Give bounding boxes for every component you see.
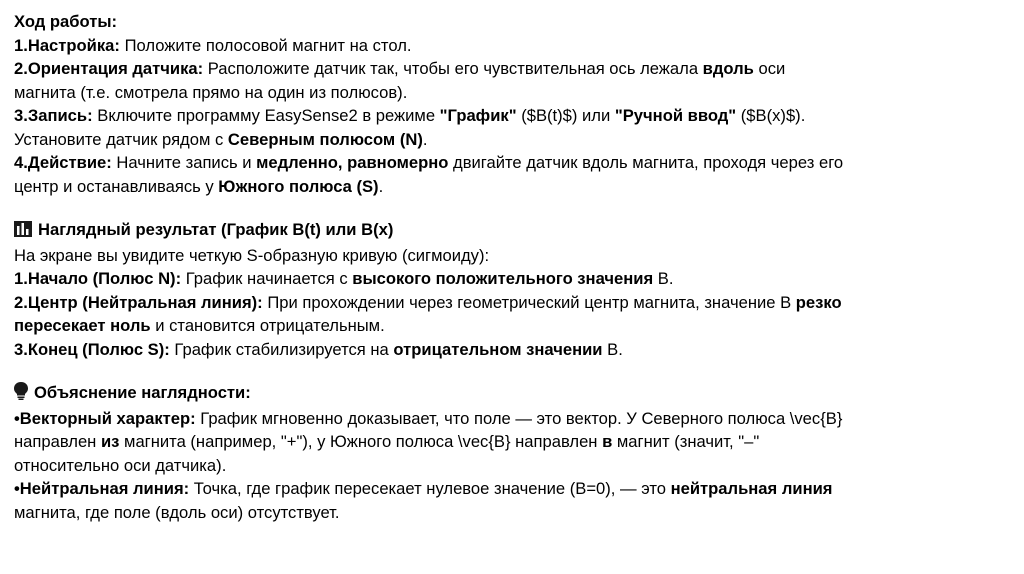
- bar-chart-icon: [14, 220, 32, 244]
- step-3-cont: Установите датчик рядом с Северным полюсом (N).: [14, 129, 428, 149]
- step-label: 1.Настройка:: [14, 35, 120, 55]
- step-3: 3.Запись: Включите программу EasySense2 в режиме "График" ($B(t)$) или "Ручной ввод" ($B(x)$).: [14, 106, 806, 125]
- result-heading: [14, 218, 1000, 244]
- result-intro: На экране вы увидите четкую S-образную кривую (сигмоиду):: [14, 245, 490, 265]
- result-item-2: 2.Центр (Нейтральная линия): При прохождении через геометрический центр магнита, значение B резко: [14, 292, 842, 312]
- spacer: [14, 198, 1000, 218]
- result-item-2-cont: пересекает ноль и становится отрицательным.: [14, 316, 385, 335]
- bullet-1: •Векторный характер: График мгновенно доказывает, что поле — это вектор. У Северного полюса \vec{B}: [14, 408, 843, 428]
- step-1: 1.Настройка: Положите полосовой магнит на стол.: [14, 35, 412, 55]
- step-label: 4.Действие:: [14, 153, 112, 172]
- step-2: 2.Ориентация датчика: Расположите датчик так, чтобы его чувствительная ось лежала вдоль оси: [14, 59, 786, 78]
- step-label: 2.Ориентация датчика:: [14, 59, 204, 78]
- explanation-heading: [14, 381, 1000, 407]
- lightbulb-icon: [14, 382, 28, 407]
- result-item-1: 1.Начало (Полюс N): График начинается с высокого положительного значения B.: [14, 269, 674, 288]
- result-item-3: 3.Конец (Полюс S): График стабилизируется на отрицательном значении B.: [14, 339, 623, 359]
- step-2-cont: магнита (т.е. смотрела прямо на один из полюсов).: [14, 82, 408, 102]
- bullet-1-cont: направлен из магнита (например, "+"), у Южного полюса \vec{B} направлен в магнит (значит, "–": [14, 432, 760, 451]
- step-label: 3.Запись:: [14, 106, 93, 125]
- step-4-cont: центр и останавливаясь у Южного полюса (S).: [14, 176, 384, 196]
- spacer: [14, 361, 1000, 381]
- result-title: Наглядный результат (График B(t) или B(x): [38, 220, 394, 239]
- bullet-2-cont: магнита, где поле (вдоль оси) отсутствует.: [14, 502, 340, 522]
- procedure-title: Ход работы:: [14, 12, 118, 31]
- step-4: 4.Действие: Начните запись и медленно, равномерно двигайте датчик вдоль магнита, проходя через его: [14, 153, 844, 172]
- bullet-1-cont2: относительно оси датчика).: [14, 455, 227, 475]
- bullet-2: •Нейтральная линия: Точка, где график пересекает нулевое значение (B=0), — это нейтральная линия: [14, 479, 833, 498]
- explanation-title: Объяснение наглядности:: [34, 383, 251, 402]
